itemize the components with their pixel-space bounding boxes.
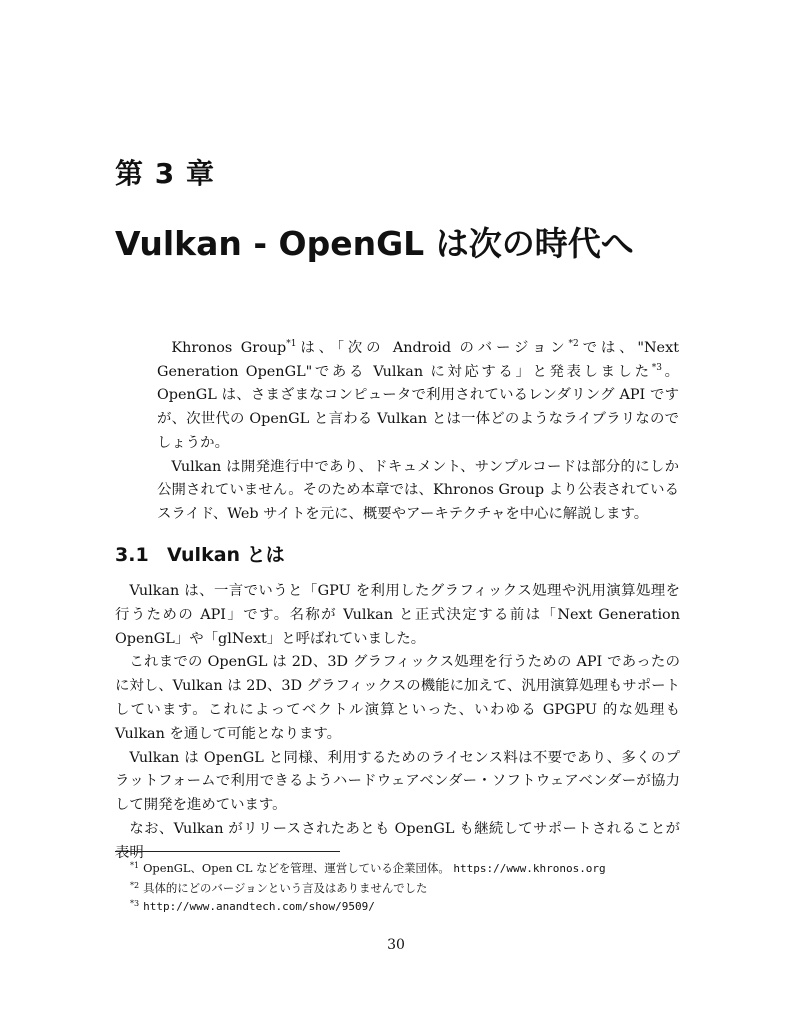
footnote-link[interactable]: http://www.anandtech.com/show/9509/ — [143, 900, 375, 913]
footnotes — [130, 858, 690, 916]
abstract-text: 。OpenGL は、さまざまなコンピュータで利用されているレンダリング API ですが、次世代の OpenGL と言わる Vulkan とは一体どのようなライブラリなのでしょうか。 — [157, 363, 679, 451]
footnote — [130, 878, 690, 897]
footnote-mark: *1 — [130, 861, 140, 870]
abstract-text: Khronos Group — [171, 340, 287, 356]
footnote-divider — [115, 851, 340, 852]
chapter-title: Vulkan - OpenGL は次の時代へ — [115, 224, 634, 263]
footnote-text: OpenGL、Open CL などを管理、運営している企業団体。 — [143, 861, 450, 875]
footnote-text: 具体的にどのバージョンという言及はありませんでした — [143, 880, 428, 895]
abstract-paragraph: Vulkan は開発進行中であり、ドキュメント、サンプルコードは部分的にしか公開されていません。そのため本章では、Khronos Group より公表されているスライド、Web サイトを元に、概要やアーキテクチャを中心に解説します。 — [157, 458, 679, 522]
body-paragraph: Vulkan は、一言でいうと「GPU を利用したグラフィックス処理や汎用演算処理を行うための API」です。名称が Vulkan と正式決定する前は「Next Generation OpenGL」や「glNext」と呼ばれていました。 — [115, 583, 680, 647]
footnote — [130, 858, 690, 878]
body-paragraph: なお、Vulkan がリリースされたあとも OpenGL も継続してサポートされることが表明 — [115, 820, 680, 861]
page-number: 30 — [387, 937, 405, 953]
section-heading — [115, 540, 285, 567]
footnote-link[interactable]: https://www.khronos.org — [453, 862, 606, 875]
chapter-label: 第 3 章 — [115, 157, 215, 190]
footnote-mark: *2 — [130, 880, 140, 890]
footnote-mark: *3 — [130, 899, 140, 908]
section-number: 3.1 — [115, 544, 149, 566]
section-body — [115, 580, 680, 866]
body-paragraph: Vulkan は OpenGL と同様、利用するためのライセンス料は不要であり、多くのプラットフォームで利用できるようハードウェアベンダー・ソフトウェアベンダーが協力して開発を進めています。 — [115, 749, 680, 814]
chapter-abstract — [157, 337, 679, 527]
section-title: Vulkan とは — [167, 544, 285, 566]
abstract-paragraph — [157, 337, 679, 456]
footnote-ref[interactable]: *1 — [286, 339, 297, 349]
abstract-text: では、"Next Generation OpenGL"である Vulkan に対応する」と発表しました — [157, 340, 679, 380]
footnote-ref[interactable]: *3 — [651, 362, 662, 373]
footnote — [130, 896, 690, 916]
abstract-text: は、「次の Android のバージョン — [296, 340, 569, 356]
body-paragraph: これまでの OpenGL は 2D、3D グラフィックス処理を行うための API であったのに対し、Vulkan は 2D、3D グラフィックスの機能に加えて、汎用演算処理もサポートしています。これによってベクトル演算といった、いわゆる GPGPU 的な処理も Vulkan を通して可能となります。 — [115, 654, 680, 742]
footnote-ref[interactable]: *2 — [568, 339, 579, 349]
